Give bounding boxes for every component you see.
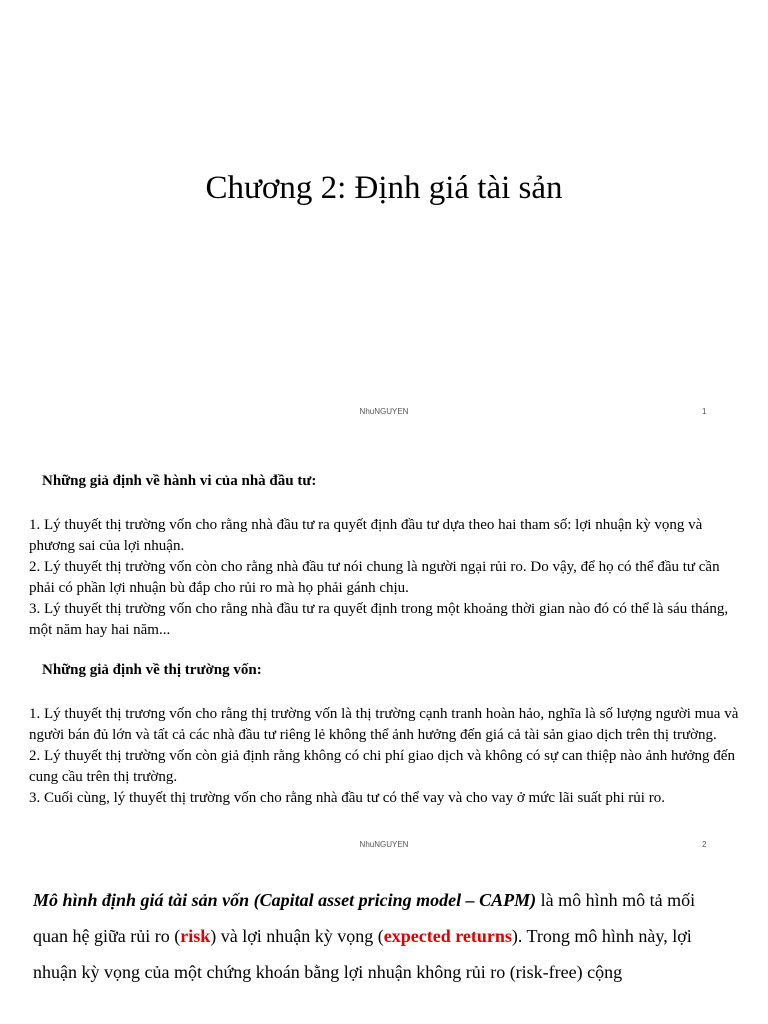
market-assumptions-list <box>29 704 741 809</box>
list-item: 1. Lý thuyết thị trường vốn cho rằng nhà đầu tư ra quyết định đầu tư dựa theo hai tham số: lợi nhuận kỳ vọng và phương sai của lợi nhuận. <box>29 517 703 554</box>
footer-author: NhuNGUYEN <box>359 407 409 416</box>
list-item: 3. Lý thuyết thị trường vốn cho rằng nhà đầu tư ra quyết định trong một khoảng thời gian nào đó có thể là sáu tháng, một năm hay hai năm... <box>29 601 729 638</box>
list-item: 1. Lý thuyết thị trương vốn cho rằng thị trường vốn là thị trường cạnh tranh hoàn hảo, nghĩa là số lượng người mua và người bán đủ lớn và tất cả các nhà đầu tư riêng lẻ không thể ảnh hưởng đến giá cả tài sản giao dịch trên thị trường. <box>29 706 739 743</box>
capm-text: ). Trong mô hình này, lợi nhuận kỳ vọng của một chứng khoán bằng lợi nhuận không rủi ro (risk-free) cộng <box>33 926 692 982</box>
slide-title: Chương 2: Định giá tài sản <box>205 170 563 206</box>
capm-paragraph <box>33 882 733 990</box>
expected-returns-term: expected returns <box>383 926 512 946</box>
footer-author: NhuNGUYEN <box>359 840 409 849</box>
capm-title: Mô hình định giá tài sản vốn (Capital asset pricing model – CAPM) <box>33 890 537 910</box>
page-number: 1 <box>702 407 707 416</box>
capm-text: ) và lợi nhuận kỳ vọng ( <box>210 926 384 946</box>
list-item: 2. Lý thuyết thị trường vốn còn cho rằng nhà đầu tư nói chung là người ngại rủi ro. Do vậy, để họ có thể đầu tư cần phải có phần lợi nhuận bù đắp cho rủi ro mà họ phải gánh chịu. <box>29 559 720 596</box>
market-assumptions-heading: Những giả định về thị trường vốn: <box>42 662 262 678</box>
slide-2 <box>0 445 768 860</box>
slide-3 <box>0 870 768 1024</box>
slide-1 <box>0 0 768 430</box>
investor-assumptions-list <box>29 515 741 641</box>
investor-assumptions-heading: Những giả định về hành vi của nhà đầu tư: <box>42 473 317 489</box>
capm-text: là mô hình mô tả mối quan hệ giữa rủi ro ( <box>33 890 696 946</box>
page-number: 2 <box>702 840 707 849</box>
list-item: 3. Cuối cùng, lý thuyết thị trường vốn cho rằng nhà đầu tư có thể vay và cho vay ở mức lãi suất phi rủi ro. <box>29 790 665 806</box>
list-item: 2. Lý thuyết thị trường vốn còn giả định rằng không có chi phí giao dịch và không có sự can thiệp nào ảnh hưởng đến cung cầu trên thị trường. <box>29 748 735 785</box>
risk-term: risk <box>180 926 211 946</box>
